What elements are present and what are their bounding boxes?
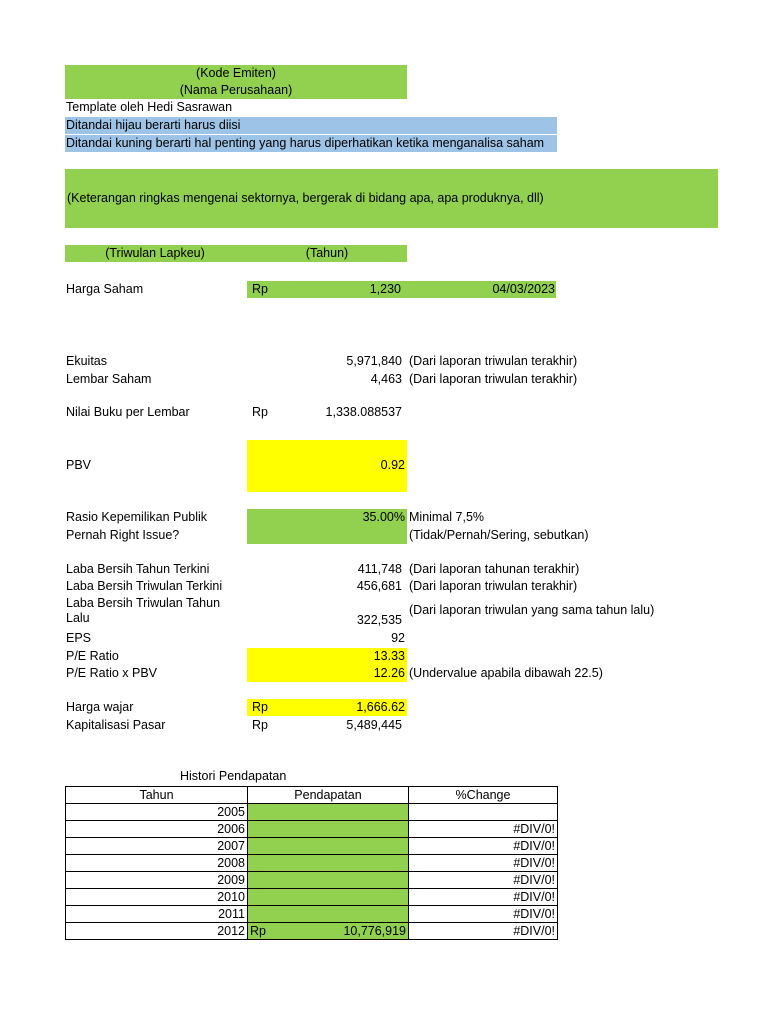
table-row: [66, 872, 558, 889]
laba-triwulan-lalu-label-line1: Laba Bersih Triwulan Tahun: [66, 596, 221, 610]
nilai-buku-value: 1,338.088537: [325, 405, 402, 419]
template-credit: Template oleh Hedi Sasrawan: [66, 100, 233, 114]
lembar-saham-label: Lembar Saham: [66, 372, 152, 386]
histori-pendapatan-cell[interactable]: [248, 821, 409, 838]
ekuitas-value: 5,971,840: [346, 354, 402, 368]
histori-header-change: %Change: [409, 787, 558, 804]
harga-saham-value[interactable]: 1,230: [369, 282, 401, 296]
harga-wajar-cell: [247, 699, 407, 716]
tahun-cell[interactable]: (Tahun): [305, 246, 349, 260]
rasio-publik-cells: [247, 509, 407, 544]
histori-pendapatan-cell[interactable]: [248, 872, 409, 889]
histori-pendapatan-cell[interactable]: [248, 838, 409, 855]
histori-currency: Rp: [250, 924, 266, 938]
lembar-saham-value: 4,463: [370, 372, 402, 386]
laba-triwulan-lalu-value: 322,535: [356, 613, 402, 627]
rasio-publik-note: Minimal 7,5%: [409, 510, 485, 524]
pe-ratio-label: P/E Ratio: [66, 649, 119, 663]
table-row: [66, 821, 558, 838]
pe-ratio-value: 13.33: [247, 648, 407, 665]
histori-year: 2007: [66, 838, 248, 855]
histori-title: Histori Pendapatan: [180, 769, 287, 783]
pbv-cell: [247, 440, 407, 492]
nilai-buku-currency: Rp: [252, 405, 268, 419]
pbv-label: PBV: [66, 458, 92, 472]
ekuitas-label: Ekuitas: [66, 354, 107, 368]
histori-pendapatan-cell[interactable]: [248, 923, 409, 940]
note-green: Ditandai hijau berarti harus diisi: [65, 117, 557, 134]
histori-header-tahun: Tahun: [66, 787, 248, 804]
table-row: [66, 838, 558, 855]
pe-pbv-label: P/E Ratio x PBV: [66, 666, 158, 680]
histori-value: 10,776,919: [343, 924, 406, 938]
histori-pendapatan-cell[interactable]: [248, 906, 409, 923]
histori-year: 2009: [66, 872, 248, 889]
laba-triwulan-note: (Dari laporan triwulan terakhir): [409, 579, 578, 593]
period-row: [65, 245, 407, 262]
histori-pendapatan-cell[interactable]: [248, 889, 409, 906]
histori-change: [409, 804, 558, 821]
table-row: [66, 923, 558, 940]
harga-saham-label: Harga Saham: [66, 282, 144, 296]
eps-value: 92: [391, 631, 405, 645]
histori-change: #DIV/0!: [409, 889, 558, 906]
nama-perusahaan: (Nama Perusahaan): [179, 83, 293, 97]
histori-change: #DIV/0!: [409, 872, 558, 889]
laba-triwulan-lalu-label-line2: Lalu: [66, 611, 90, 625]
table-row: [66, 804, 558, 821]
pe-pbv-note: (Undervalue apabila dibawah 22.5): [409, 666, 603, 680]
histori-table: [65, 786, 558, 940]
note-yellow: Ditandai kuning berarti hal penting yang harus diperhatikan ketika menganalisa saham: [65, 135, 557, 152]
laba-triwulan-value: 456,681: [356, 579, 402, 593]
pbv-value: 0.92: [380, 458, 405, 472]
lembar-saham-note: (Dari laporan triwulan terakhir): [409, 372, 578, 386]
histori-pendapatan-cell[interactable]: [248, 804, 409, 821]
company-header-cell[interactable]: [65, 65, 407, 99]
nilai-buku-label: Nilai Buku per Lembar: [66, 405, 190, 419]
pe-pbv-value: 12.26: [247, 665, 407, 682]
histori-header-pendapatan: Pendapatan: [248, 787, 409, 804]
laba-tahun-value: 411,748: [357, 562, 402, 576]
histori-change: #DIV/0!: [409, 838, 558, 855]
table-row: [66, 906, 558, 923]
laba-triwulan-lalu-note: (Dari laporan triwulan yang sama tahun lalu): [409, 603, 655, 617]
table-row: [66, 889, 558, 906]
ekuitas-note: (Dari laporan triwulan terakhir): [409, 354, 578, 368]
histori-pendapatan-cell[interactable]: [248, 855, 409, 872]
keterangan-cell[interactable]: (Keterangan ringkas mengenai sektornya, bergerak di bidang apa, apa produknya, dll): [65, 169, 718, 228]
harga-saham-cells: [247, 281, 556, 298]
histori-change: #DIV/0!: [409, 923, 558, 940]
table-row: [66, 855, 558, 872]
harga-wajar-value: 1,666.62: [356, 700, 405, 714]
laba-tahun-label: Laba Bersih Tahun Terkini: [66, 562, 210, 576]
triwulan-cell[interactable]: (Triwulan Lapkeu): [105, 246, 205, 260]
kapitalisasi-value: 5,489,445: [346, 718, 402, 732]
histori-change: #DIV/0!: [409, 855, 558, 872]
histori-year: 2010: [66, 889, 248, 906]
histori-year: 2005: [66, 804, 248, 821]
right-issue-label: Pernah Right Issue?: [66, 528, 180, 542]
eps-label: EPS: [66, 631, 92, 645]
harga-wajar-currency: Rp: [252, 700, 268, 714]
histori-year: 2008: [66, 855, 248, 872]
right-issue-note: (Tidak/Pernah/Sering, sebutkan): [409, 528, 589, 542]
laba-triwulan-label: Laba Bersih Triwulan Terkini: [66, 579, 223, 593]
histori-year: 2012: [66, 923, 248, 940]
histori-change: #DIV/0!: [409, 906, 558, 923]
harga-saham-currency: Rp: [252, 282, 268, 296]
histori-year: 2011: [66, 906, 248, 923]
harga-wajar-label: Harga wajar: [66, 700, 134, 714]
laba-tahun-note: (Dari laporan tahunan terakhir): [409, 562, 580, 576]
histori-header-row: [66, 787, 558, 804]
rasio-publik-value[interactable]: 35.00%: [362, 510, 405, 524]
kapitalisasi-label: Kapitalisasi Pasar: [66, 718, 166, 732]
laba-triwulan-lalu-label: [66, 596, 220, 626]
kode-emiten: (Kode Emiten): [196, 66, 276, 80]
kapitalisasi-currency: Rp: [252, 718, 268, 732]
harga-saham-date[interactable]: 04/03/2023: [492, 282, 555, 296]
histori-change: #DIV/0!: [409, 821, 558, 838]
histori-year: 2006: [66, 821, 248, 838]
rasio-publik-label: Rasio Kepemilikan Publik: [66, 510, 208, 524]
